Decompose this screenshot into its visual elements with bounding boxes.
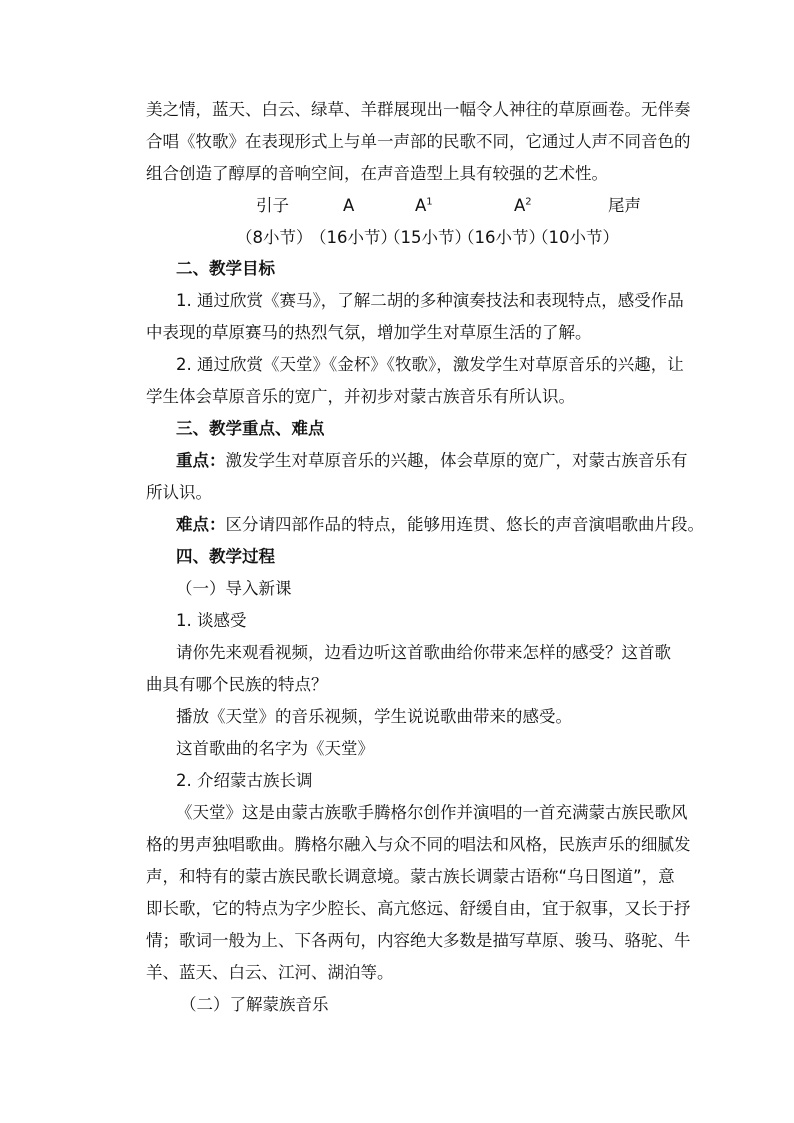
section-heading: 二、教学目标 bbox=[176, 259, 275, 278]
paragraph-line: 声，和特有的蒙古族民歌长调意境。蒙古族长调蒙古语称“乌日图道”，意 bbox=[146, 867, 675, 886]
section-label: 尾声 bbox=[608, 196, 641, 215]
section-bars: （16小节） bbox=[310, 228, 397, 247]
paragraph-line: 曲具有哪个民族的特点？ bbox=[146, 675, 328, 694]
section-label: A bbox=[343, 196, 355, 215]
paragraph-line: 情；歌词一般为上、下各两句，内容绝大多数是描写草原、骏马、骆驼、牛 bbox=[146, 931, 691, 950]
paragraph-line: 播放《天堂》的音乐视频，学生说说歌曲带来的感受。 bbox=[176, 707, 572, 726]
key-point-label: 重点： bbox=[176, 451, 226, 470]
step-heading: 1. 谈感受 bbox=[176, 611, 247, 630]
paragraph-line: 美之情，蓝天、白云、绿草、羊群展现出一幅令人神往的草原画卷。无伴奏 bbox=[146, 100, 691, 119]
paragraph-line: 即长歌，它的特点为字少腔长、高亢悠远、舒缓自由，宜于叙事，又长于抒 bbox=[146, 899, 691, 918]
section-bars: （16小节） bbox=[458, 228, 545, 247]
paragraph-line: 请你先来观看视频，边看边听这首歌曲给你带来怎样的感受？这首歌 bbox=[176, 643, 671, 662]
paragraph-line: 合唱《牧歌》在表现形式上与单一声部的民歌不同，它通过人声不同音色的 bbox=[146, 132, 691, 151]
key-point-line: 重点：激发学生对草原音乐的兴趣，体会草原的宽广，对蒙古族音乐有 bbox=[176, 451, 688, 470]
section-heading: 四、教学过程 bbox=[176, 547, 275, 566]
step-heading: 2. 介绍蒙古族长调 bbox=[176, 771, 313, 790]
paragraph-line: 学生体会草原音乐的宽广，并初步对蒙古族音乐有所认识。 bbox=[146, 387, 575, 406]
section-label: 引子 bbox=[256, 196, 289, 215]
paragraph-line: 这首歌曲的名字为《天堂》 bbox=[176, 739, 374, 758]
section-heading: 三、教学重点、难点 bbox=[176, 419, 325, 438]
section-bars: （15小节） bbox=[384, 228, 471, 247]
paragraph-line: 1. 通过欣赏《赛马》，了解二胡的多种演奏技法和表现特点，感受作品 bbox=[176, 291, 684, 310]
paragraph-line: 组合创造了醇厚的音响空间，在声音造型上具有较强的艺术性。 bbox=[146, 164, 608, 183]
paragraph-line: 格的男声独唱歌曲。腾格尔融入与众不同的唱法和风格，民族声乐的细腻发 bbox=[146, 835, 691, 854]
paragraph-line: 中表现的草原赛马的热烈气氛，增加学生对草原生活的了解。 bbox=[146, 323, 592, 342]
paragraph-line: 《天堂》这是由蒙古族歌手腾格尔创作并演唱的一首充满蒙古族民歌风 bbox=[176, 803, 688, 822]
difficulty-line: 难点：区分请四部作品的特点，能够用连贯、悠长的声音演唱歌曲片段。 bbox=[176, 515, 704, 534]
section-bars: （8小节） bbox=[236, 228, 313, 247]
difficulty-label: 难点： bbox=[176, 515, 226, 534]
paragraph-line: 所认识。 bbox=[146, 483, 212, 502]
subsection-heading: （一）导入新课 bbox=[176, 579, 292, 598]
section-bars: （10小节） bbox=[532, 228, 619, 247]
section-label: $A^2$ bbox=[514, 196, 532, 215]
subsection-heading: （二）了解蒙族音乐 bbox=[180, 995, 329, 1014]
section-label: $A^1$ bbox=[415, 196, 433, 215]
paragraph-line: 2. 通过欣赏《天堂》《金杯》《牧歌》，激发学生对草原音乐的兴趣，让 bbox=[176, 355, 684, 374]
paragraph-line: 羊、蓝天、白云、江河、湖泊等。 bbox=[146, 963, 394, 982]
